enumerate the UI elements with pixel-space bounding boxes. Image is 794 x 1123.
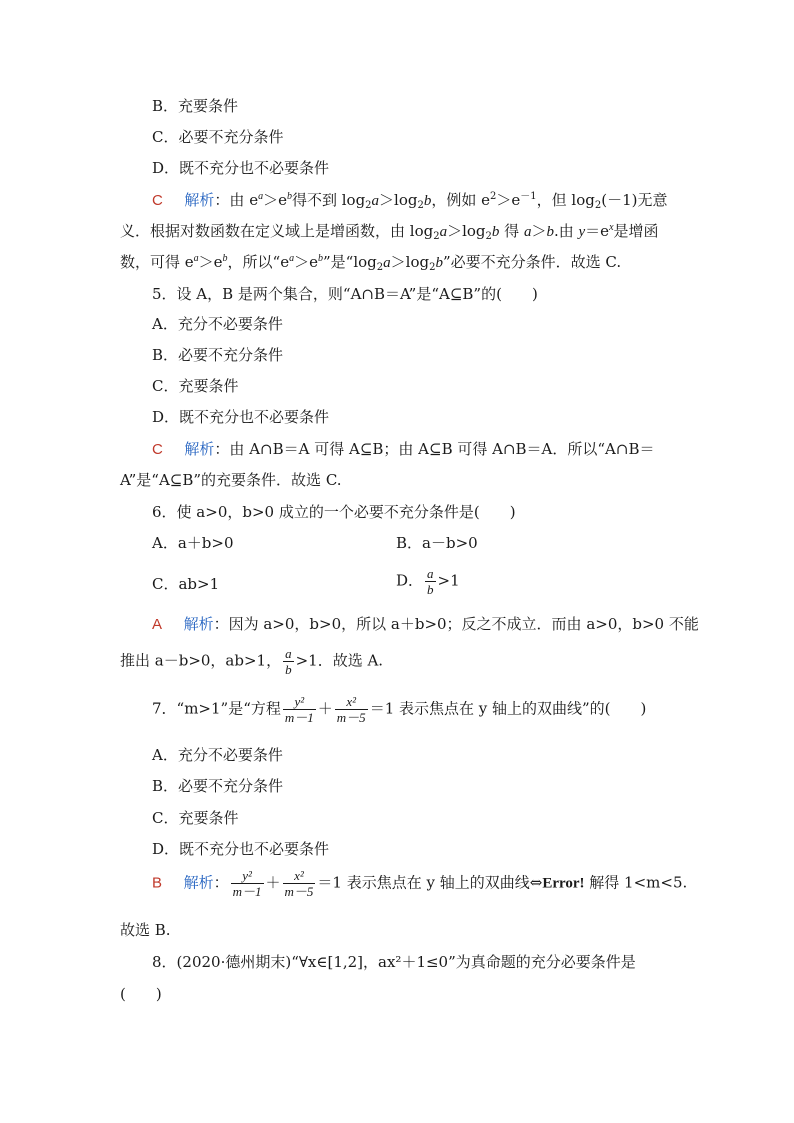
q5-option-c: C．充要条件 [152,377,239,395]
q7-solution-line-2: 故选 B. [120,921,171,939]
q5-solution-line-2: A”是“A⊆B”的充要条件．故选 C. [120,471,342,489]
q4-solution-line-2: 义．根据对数函数在定义域上是增函数，由 $\log_2a>\log_2b$ 得 a＞b.由 $y=e^x$是增函 [120,222,659,242]
q6-solution-line-2: 推出 a－b>0，ab>1， $\frac{a}{b}$ >1．故选 A. [120,646,384,677]
q4-solution-line-3: 数，可得 $e^a>e^b$，所以“$e^a>e^b$”是“$\log_2a>\log_2b$”必要不充分条件．故选 C. [120,253,622,273]
q7-stem: 7．“m>1”是“方程 $\frac{\text{y²}}{m-1}$ ＋ $\frac{\text{x²}}{m-5}$ ＝1 表示焦点在 y 轴上的双曲线”的( ) [152,694,647,725]
q6-solution-line-1: A 解析：因为 a>0，b>0，所以 a＋b>0；反之不成立．而由 a>0，b>0 不能 [152,615,699,633]
q5-option-d: D．既不充分也不必要条件 [152,408,330,426]
q7-option-c: C．充要条件 [152,809,239,827]
q4-solution-line-1: C 解析：由 $e^a>e^b$得不到 $\log_2a>\log_2b$，例如 $e^2>e^{-1}$，但 $\log_2(-1)$无意 [152,191,668,211]
fraction-a-over-b: $\frac{a}{b}$ [427,566,434,597]
q7-solution-line-1: B 解析： $\frac{\text{y²}}{m-1}$ ＋ $\frac{\text{x²}}{m-5}$ ＝1 表示焦点在 y 轴上的双曲线⇔Error! 解得 1<m<5. [152,868,688,899]
q8-stem-line-2: ( ) [120,985,162,1003]
q4-option-c: C．必要不充分条件 [152,128,284,146]
q6-option-d: D． $\frac{a}{b}$ >1 [396,566,460,597]
q6-option-b: B．a－b>0 [396,534,478,552]
q4-solution-label: 解析 [184,191,215,209]
q8-stem-line-1: 8．(2020·德州期末)“∀x∈[1,2]，ax²＋1≤0”为真命题的充分必要条件是 [152,953,636,971]
q6-solution-label: 解析 [183,615,214,633]
error-text: Error! [542,875,585,892]
q6-stem: 6．使 a>0，b>0 成立的一个必要不充分条件是( ) [152,503,516,521]
q7-option-d: D．既不充分也不必要条件 [152,840,330,858]
q7-answer: B [152,874,163,892]
q4-option-b: B．充要条件 [152,97,239,115]
q5-solution-line-1: C 解析：由 A∩B＝A 可得 A⊆B；由 A⊆B 可得 A∩B＝A．所以“A∩B＝ [152,440,655,458]
q5-option-b: B．必要不充分条件 [152,346,284,364]
q7-solution-label: 解析 [183,873,214,892]
q6-answer: A [152,616,163,633]
q7-option-b: B．必要不充分条件 [152,777,284,795]
q6-option-a: A．a＋b>0 [152,534,234,552]
q5-solution-label: 解析 [184,440,215,458]
q4-answer: C [152,192,163,209]
q7-option-a: A．充分不必要条件 [152,746,283,764]
q6-option-c: C．ab>1 [152,575,220,593]
q4-option-d: D．既不充分也不必要条件 [152,159,330,177]
q5-stem: 5．设 A，B 是两个集合，则“A∩B＝A”是“A⊆B”的( ) [152,285,538,303]
q5-option-a: A．充分不必要条件 [152,315,283,333]
q5-answer: C [152,441,163,458]
